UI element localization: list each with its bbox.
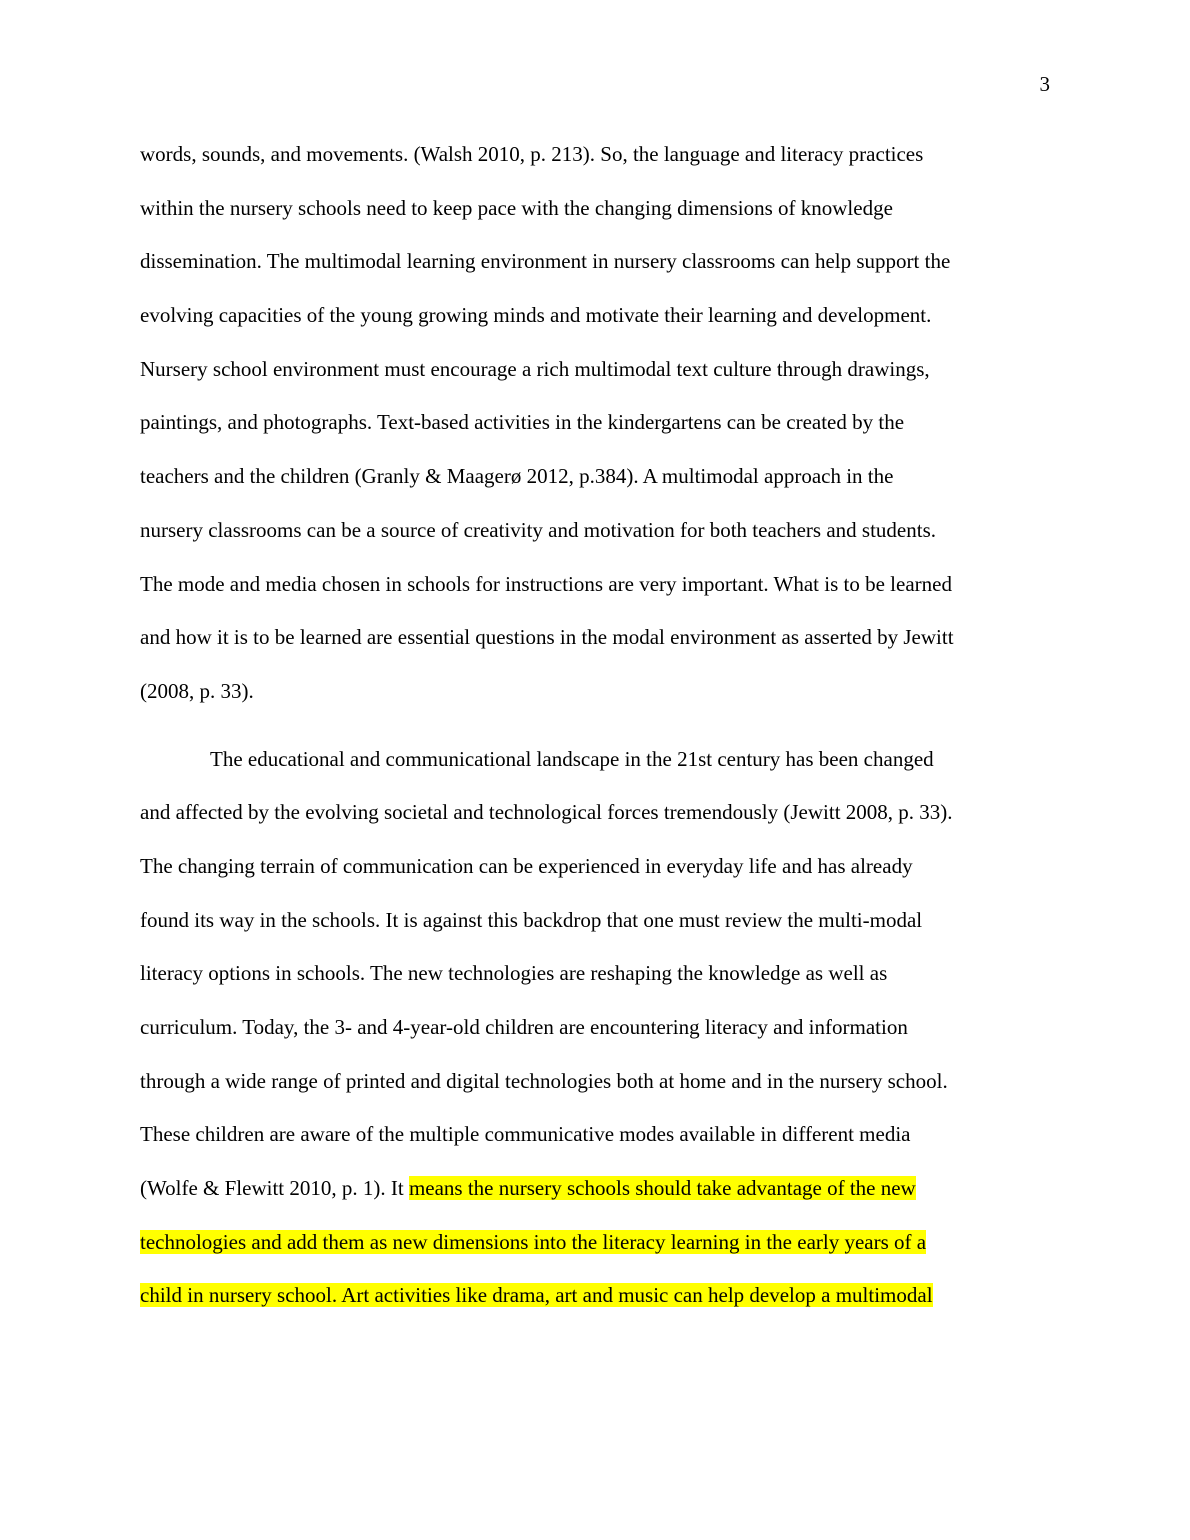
text-line: The mode and media chosen in schools for instructions are very important. What is to be learned (140, 571, 952, 596)
text-line: words, sounds, and movements. (Walsh 2010, p. 213). So, the language and literacy practices (140, 142, 924, 166)
text-line: Nursery school environment must encourage a rich multimodal text culture through drawings, (140, 356, 930, 381)
text-line: literacy options in schools. The new technologies are reshaping the knowledge as well as (140, 961, 888, 986)
body-text (140, 137, 1052, 1332)
paragraph-1 (140, 137, 1052, 728)
text-line-indented: The educational and communicational landscape in the 21st century has been changed (210, 746, 934, 771)
text-line: and how it is to be learned are essential questions in the modal environment as asserted by Jewitt (140, 625, 954, 650)
text-line: curriculum. Today, the 3- and 4-year-old children are encountering literacy and information (140, 1015, 908, 1039)
highlighted-text-segment: child in nursery school. Art activities like drama, art and music can help develop a multimodal (140, 1283, 933, 1308)
text-line-mixed (140, 1171, 1052, 1225)
text-line: (2008, p. 33). (140, 678, 254, 703)
text-line: paintings, and photographs. Text-based activities in the kindergartens can be created by the (140, 410, 905, 435)
text-line: found its way in the schools. It is against this backdrop that one must review the multi-modal (140, 907, 923, 932)
highlighted-text-segment: technologies and add them as new dimensions into the literacy learning in the early years of a (140, 1229, 927, 1254)
text-line: teachers and the children (Granly & Maagerø 2012, p.384). A multimodal approach in the (140, 464, 894, 489)
text-line: nursery classrooms can be a source of creativity and motivation for both teachers and students. (140, 517, 937, 542)
plain-text-segment: (Wolfe & Flewitt 2010, p. 1). It (140, 1176, 409, 1201)
text-line: within the nursery schools need to keep pace with the changing dimensions of knowledge (140, 195, 893, 220)
text-line: evolving capacities of the young growing minds and motivate their learning and development. (140, 303, 932, 328)
text-line: The changing terrain of communication can be experienced in everyday life and has already (140, 853, 913, 878)
paragraph-2 (140, 742, 1052, 1333)
text-line: through a wide range of printed and digital technologies both at home and in the nursery school. (140, 1068, 948, 1093)
text-line: and affected by the evolving societal and technological forces tremendously (Jewitt 2008, p. 33). (140, 800, 953, 825)
text-line: These children are aware of the multiple communicative modes available in different media (140, 1122, 911, 1147)
text-line: dissemination. The multimodal learning environment in nursery classrooms can help support the (140, 249, 951, 274)
text-line-highlighted (140, 1225, 1052, 1279)
text-line-highlighted (140, 1278, 1052, 1332)
page-number: 3 (1039, 72, 1050, 96)
highlighted-text-segment: means the nursery schools should take advantage of the new (408, 1176, 916, 1201)
paragraph-spacing (140, 728, 1052, 742)
